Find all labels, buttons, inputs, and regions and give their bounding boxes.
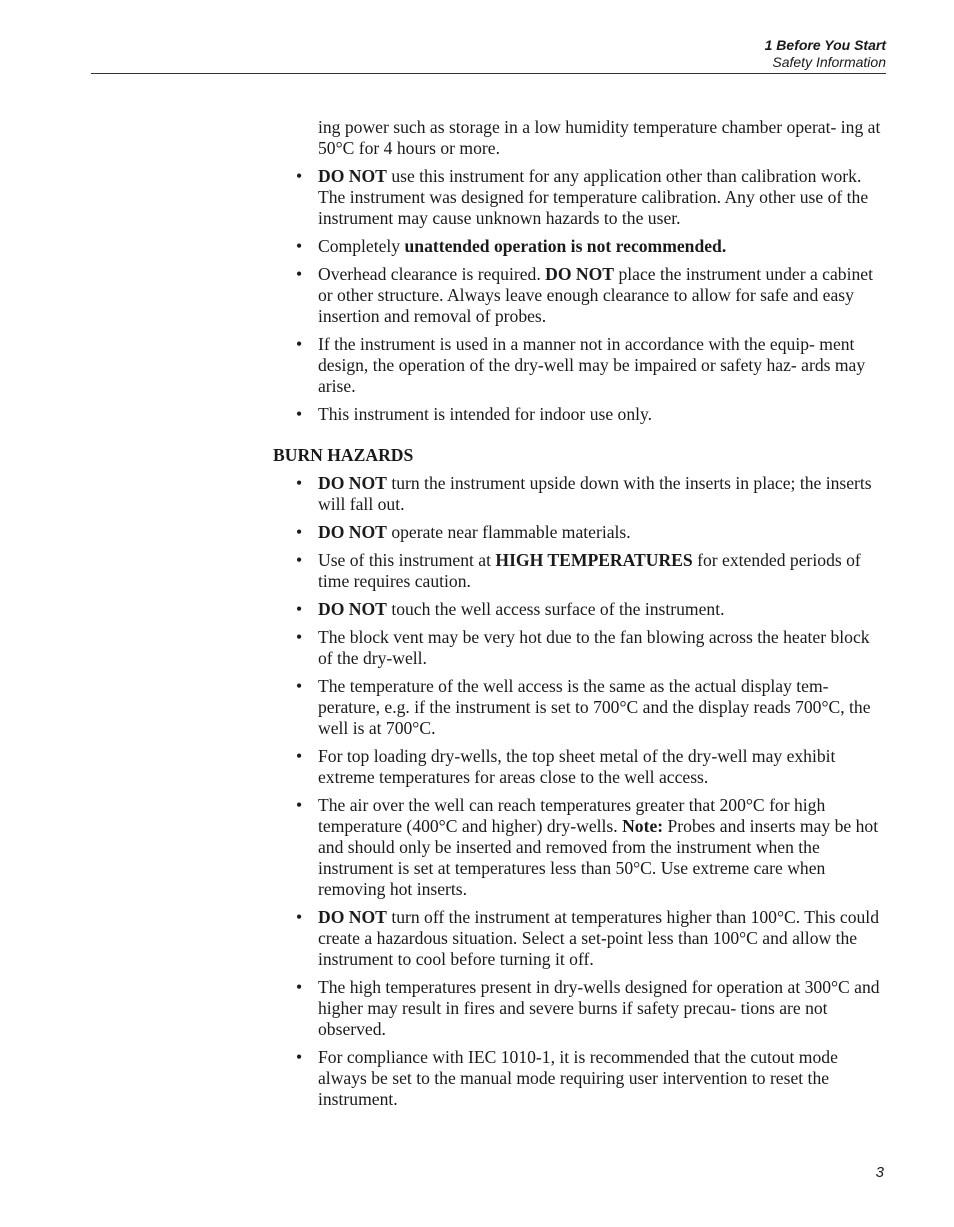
- bullet-icon: •: [296, 746, 303, 766]
- list-item: [273, 907, 888, 970]
- page-number: 3: [875, 1164, 884, 1181]
- item-text: Use of this instrument at: [318, 550, 496, 570]
- bullet-icon: •: [296, 1047, 303, 1067]
- list-item: [273, 236, 888, 257]
- item-text: Completely: [318, 236, 405, 256]
- item-text: The high temperatures present in dry-wells designed for operation at 300°C and higher may result in fires and severe burns if safety precau- tions are not observed.: [318, 977, 880, 1039]
- item-text: The temperature of the well access is the same as the actual display tem- perature, e.g. if the instrument is set to 700°C and the display reads 700°C, the well is at 700°C.: [318, 676, 871, 738]
- list-item: [273, 795, 888, 900]
- safety-list: [273, 166, 888, 425]
- item-emphasis: Note:: [622, 816, 664, 836]
- bullet-icon: •: [296, 550, 303, 570]
- bullet-icon: •: [296, 599, 303, 619]
- running-header: [765, 37, 886, 71]
- item-emphasis: DO NOT: [318, 907, 387, 927]
- list-item: [273, 334, 888, 397]
- bullet-icon: •: [296, 334, 303, 354]
- list-item: [273, 473, 888, 515]
- item-text: turn the instrument upside down with the inserts in place; the inserts will fall out.: [318, 473, 872, 514]
- bullet-icon: •: [296, 907, 303, 927]
- list-item: [273, 264, 888, 327]
- item-text: If the instrument is used in a manner not in accordance with the equip- ment design, the operation of the dry-well may be impaired or safety haz- ards may arise.: [318, 334, 866, 396]
- bullet-icon: •: [296, 473, 303, 493]
- page-body: [273, 117, 888, 1117]
- list-item: [273, 522, 888, 543]
- item-emphasis: DO NOT: [318, 522, 387, 542]
- item-text: Overhead clearance is required.: [318, 264, 546, 284]
- burn-hazards-list: [273, 473, 888, 1110]
- list-item: [273, 166, 888, 229]
- item-emphasis: DO NOT: [318, 166, 387, 186]
- header-section: Safety Information: [772, 54, 886, 70]
- item-text: Probes and inserts may be hot and should only be inserted and removed from the instrument when the instrument is set at temperatures less than 50°C. Use extreme care when removing hot inserts.: [318, 816, 879, 899]
- item-text: This instrument is intended for indoor use only.: [318, 404, 653, 424]
- item-text: touch the well access surface of the instrument.: [386, 599, 725, 619]
- bullet-icon: •: [296, 236, 303, 256]
- list-item: [273, 627, 888, 669]
- item-text: turn off the instrument at temperatures higher than 100°C. This could create a hazardous situation. Select a set-point less than 100°C and allow the instrument to cool before turning it off.: [318, 907, 879, 969]
- item-emphasis: DO NOT: [545, 264, 615, 284]
- bullet-icon: •: [296, 166, 303, 186]
- bullet-icon: •: [296, 795, 303, 815]
- list-item: [273, 977, 888, 1040]
- item-emphasis: HIGH TEMPERATURES: [495, 550, 693, 570]
- item-text: place the instrument under a cabinet or other structure. Always leave enough clearance to allow for safe and easy insertion and removal of probes.: [318, 264, 873, 326]
- list-item: [273, 404, 888, 425]
- header-rule: [91, 73, 886, 74]
- item-emphasis: DO NOT: [318, 599, 387, 619]
- burn-hazards-heading: BURN HAZARDS: [273, 445, 414, 465]
- bullet-icon: •: [296, 404, 303, 424]
- item-text: use this instrument for any application other than calibration work. The instrument was designed for temperature calibration. Any other use of the instrument may cause unknown hazards to the user.: [318, 166, 869, 228]
- bullet-icon: •: [296, 264, 303, 284]
- item-text: For compliance with IEC 1010-1, it is recommended that the cutout mode always be set to the manual mode requiring user intervention to reset the instrument.: [318, 1047, 838, 1109]
- header-chapter: 1 Before You Start: [764, 37, 886, 53]
- continuation-paragraph: ing power such as storage in a low humidity temperature chamber operat- ing at 50°C for 4 hours or more.: [318, 117, 881, 158]
- item-text: for extended periods of time requires caution.: [318, 550, 861, 591]
- bullet-icon: •: [296, 627, 303, 647]
- list-item: [273, 599, 888, 620]
- bullet-icon: •: [296, 676, 303, 696]
- item-emphasis: DO NOT: [318, 473, 387, 493]
- list-item: [273, 550, 888, 592]
- item-text: operate near flammable materials.: [386, 522, 631, 542]
- item-text: The block vent may be very hot due to the fan blowing across the heater block of the dry-well.: [318, 627, 870, 668]
- item-text: For top loading dry-wells, the top sheet metal of the dry-well may exhibit extreme temperatures for areas close to the well access.: [318, 746, 836, 787]
- list-item: [273, 676, 888, 739]
- bullet-icon: •: [296, 977, 303, 997]
- item-emphasis: unattended operation is not recommended.: [404, 236, 727, 256]
- list-item: [273, 1047, 888, 1110]
- list-item: [273, 746, 888, 788]
- bullet-icon: •: [296, 522, 303, 542]
- item-text: The air over the well can reach temperatures greater that 200°C for high temperature (400°C and higher) dry-wells.: [318, 795, 826, 836]
